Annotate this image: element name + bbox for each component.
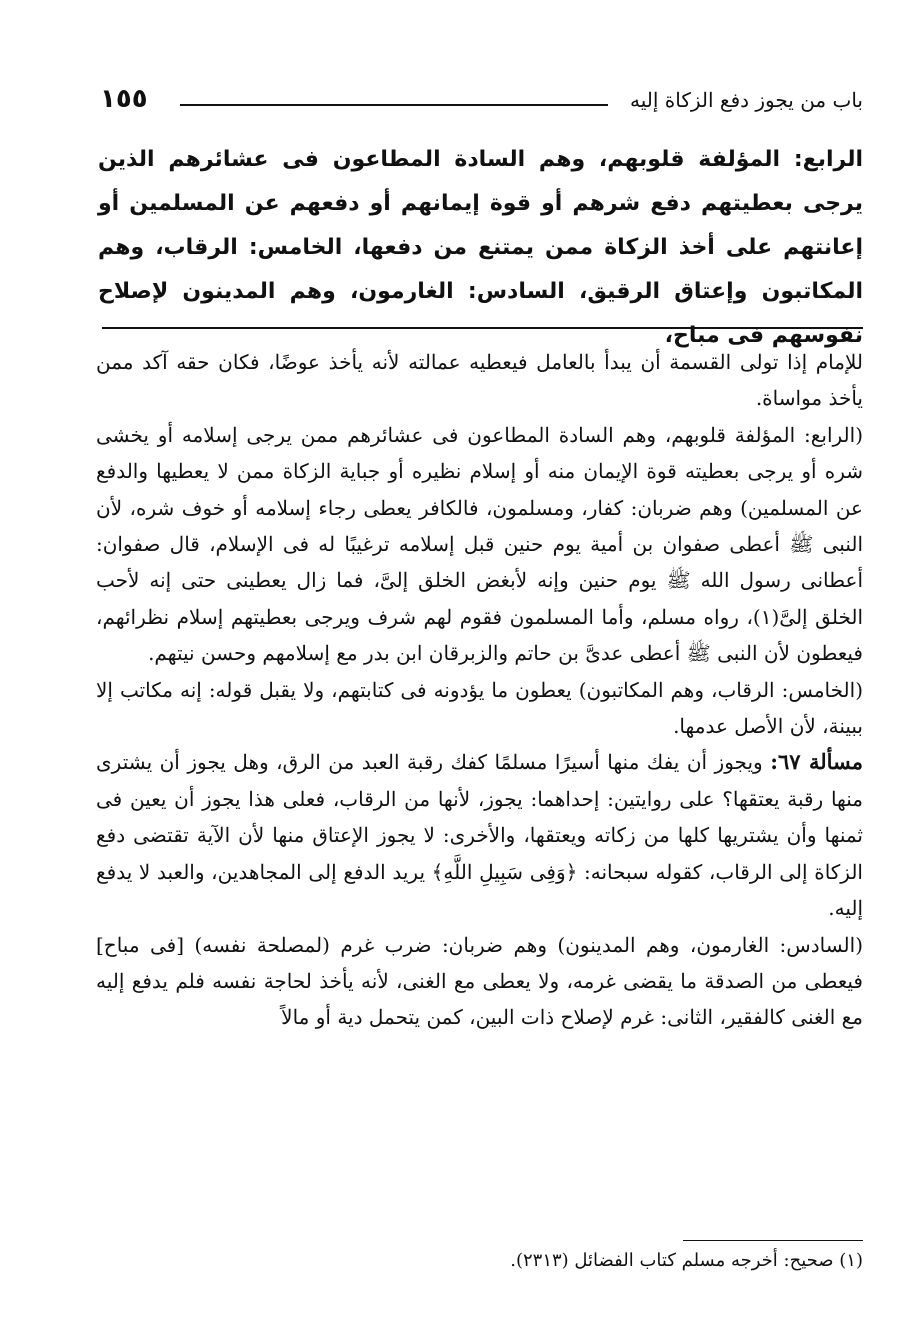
paragraph-5: (السادس: الغارمون، وهم المدينون) وهم ضربان: ضرب غرم (لمصلحة نفسه) [فى مباح] فيعطى من الصدقة ما يقضى غرمه، ولا يعطى مع الغنى، لأنه يأخذ لحاجة نفسه فلم يدفع إليه مع الغنى كالفقير، الثانى: غرم لإصلاح ذات البين، كمن يتحمل دية أو مالاً — [96, 932, 863, 1030]
paragraph-4-text: ويجوز أن يفك منها أسيرًا مسلمًا كفك رقبة العبد من الرق، وهل يجوز أن يشترى منها رقبة يعتقها؟ على روايتين: إحداهما: يجوز، لأنها من الرقاب، فعلى هذا يجوز أن يعين فى ثمنها وأن يشتريها كلها من زكاته ويعتقها، والأخرى: لا يجوز الإعتاق منها لأن الآية تقتضى دفع الزكاة إلى الرقاب، كقوله سبحانه: ﴿وَفِى سَبِيلِ اللَّهِ﴾ يريد الدفع إلى المجاهدين، والعبد لا يدفع إليه. — [96, 750, 863, 921]
footnote: (١) صحيح: أخرجه مسلم كتاب الفضائل (٢٣١٣). — [510, 1250, 863, 1271]
chapter-title: باب من يجوز دفع الزكاة إليه — [630, 88, 863, 112]
paragraph-3: (الخامس: الرقاب، وهم المكاتبون) يعطون ما يؤدونه فى كتابتهم، ولا يقبل قوله: إنه مكاتب إلا ببينة، لأن الأصل عدمها. — [96, 677, 863, 739]
paragraph-2: (الرابع: المؤلفة قلوبهم، وهم السادة المطاعون فى عشائرهم ممن يرجى إسلامه أو يخشى شره أو يرجى بعطيته قوة الإيمان منه أو إسلام نظيره أو جباية الزكاة ممن لا يعطيها والدفع عن المسلمين) وهم ضربان: كفار، ومسلمون، فالكافر يعطى رجاء إسلامه أو خوف شره، لأن النبى ﷺ أعطى صفوان بن أمية يوم حنين قبل إسلامه ترغيبًا له فى الإسلام، قال صفوان: أعطانى رسول الله ﷺ يوم حنين وإنه لأبغض الخلق إلىَّ، فما زال يعطينى حتى إنه لأحب الخلق إلىَّ(١)، رواه مسلم، وأما المسلمون فقوم لهم شرف ويرجى بعطيتهم إسلام نظرائهم، فيعطون لأن النبى ﷺ أعطى عدىَّ بن حاتم والزبرقان ابن بدر مع إسلامهم وحسن نيتهم. — [96, 422, 864, 666]
matn-text: الرابع: المؤلفة قلوبهم، وهم السادة المطاعون فى عشائرهم الذين يرجى بعطيتهم دفع شرهم أو قوة إيمانهم أو دفعهم عن المسلمين أو إعانتهم على أخذ الزكاة ممن يمتنع من دفعها، الخامس: الرقاب، وهم المكاتبون وإعتاق الرقيق، السادس: الغارمون، وهم المدينون لإصلاح نفوسهم فى مباح، — [98, 147, 863, 348]
paragraph-1: للإمام إذا تولى القسمة أن يبدأ بالعامل فيعطيه عمالته لأنه يأخذ عوضًا، فكان حقه آكد ممن يأخذ مواساة. — [96, 350, 863, 411]
page-number: ١٥٥ — [100, 84, 148, 114]
header-divider — [180, 104, 608, 106]
matn-divider — [102, 327, 863, 329]
commentary-text — [96, 344, 863, 1036]
footnote-divider — [683, 1240, 863, 1241]
masala-heading: مسألة ٦٧: — [770, 749, 863, 775]
paragraph-4 — [96, 744, 863, 926]
running-header — [100, 84, 863, 124]
